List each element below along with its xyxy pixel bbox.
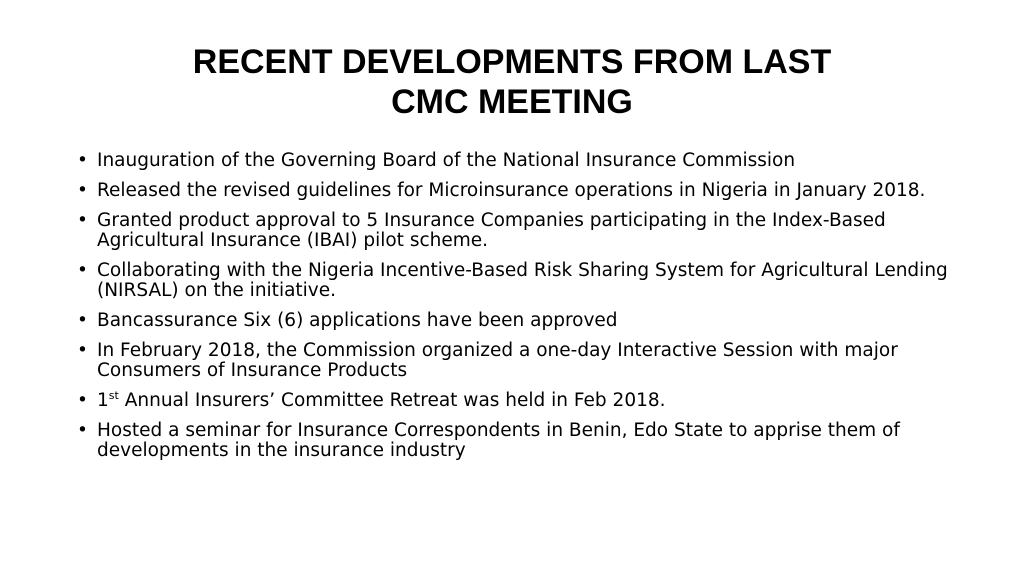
bullet-point-icon: •: [77, 340, 88, 361]
bullet-point-icon: •: [77, 150, 88, 171]
ordinal-number: 1: [97, 390, 109, 411]
bullet-point-icon: •: [77, 420, 88, 441]
bullet-text: Bancassurance Six (6) applications have been approved: [97, 310, 618, 331]
bullet-text: In February 2018, the Commission organized a one-day Interactive Session with major Consumers of Insurance Products: [97, 340, 898, 381]
bullet-item: [77, 261, 957, 301]
bullet-point-icon: •: [77, 390, 88, 411]
bullet-point-icon: •: [77, 310, 88, 331]
bullet-item: [77, 311, 957, 331]
bullet-text: [97, 390, 666, 411]
bullet-item: [77, 211, 957, 251]
bullet-point-icon: •: [77, 180, 88, 201]
bullet-text-rest: Annual Insurers’ Committee Retreat was held in Feb 2018.: [118, 390, 666, 411]
ordinal-suffix: st: [108, 388, 119, 402]
bullet-item: [77, 388, 957, 411]
slide-title-line-2: CMC MEETING: [391, 83, 633, 121]
bullet-text: Inauguration of the Governing Board of the National Insurance Commission: [97, 150, 796, 171]
bullet-text: Granted product approval to 5 Insurance Companies participating in the Index-Based Agricultural Insurance (IBAI) pilot scheme.: [97, 210, 886, 251]
bullet-point-icon: •: [77, 210, 88, 231]
slide-title-line-1: RECENT DEVELOPMENTS FROM LAST: [192, 43, 832, 81]
bullet-list: [77, 151, 957, 471]
bullet-text: Collaborating with the Nigeria Incentive-Based Risk Sharing System for Agricultural Lending (NIRSAL) on the initiative.: [97, 260, 948, 301]
bullet-text: Released the revised guidelines for Microinsurance operations in Nigeria in January 2018.: [97, 180, 926, 201]
bullet-item: [77, 421, 957, 461]
bullet-point-icon: •: [77, 260, 88, 281]
slide-title: [60, 42, 964, 122]
bullet-text: Hosted a seminar for Insurance Correspondents in Benin, Edo State to apprise them of developments in the insurance industry: [97, 420, 900, 461]
bullet-item: [77, 341, 957, 381]
bullet-item: [77, 151, 957, 171]
bullet-item: [77, 181, 957, 201]
